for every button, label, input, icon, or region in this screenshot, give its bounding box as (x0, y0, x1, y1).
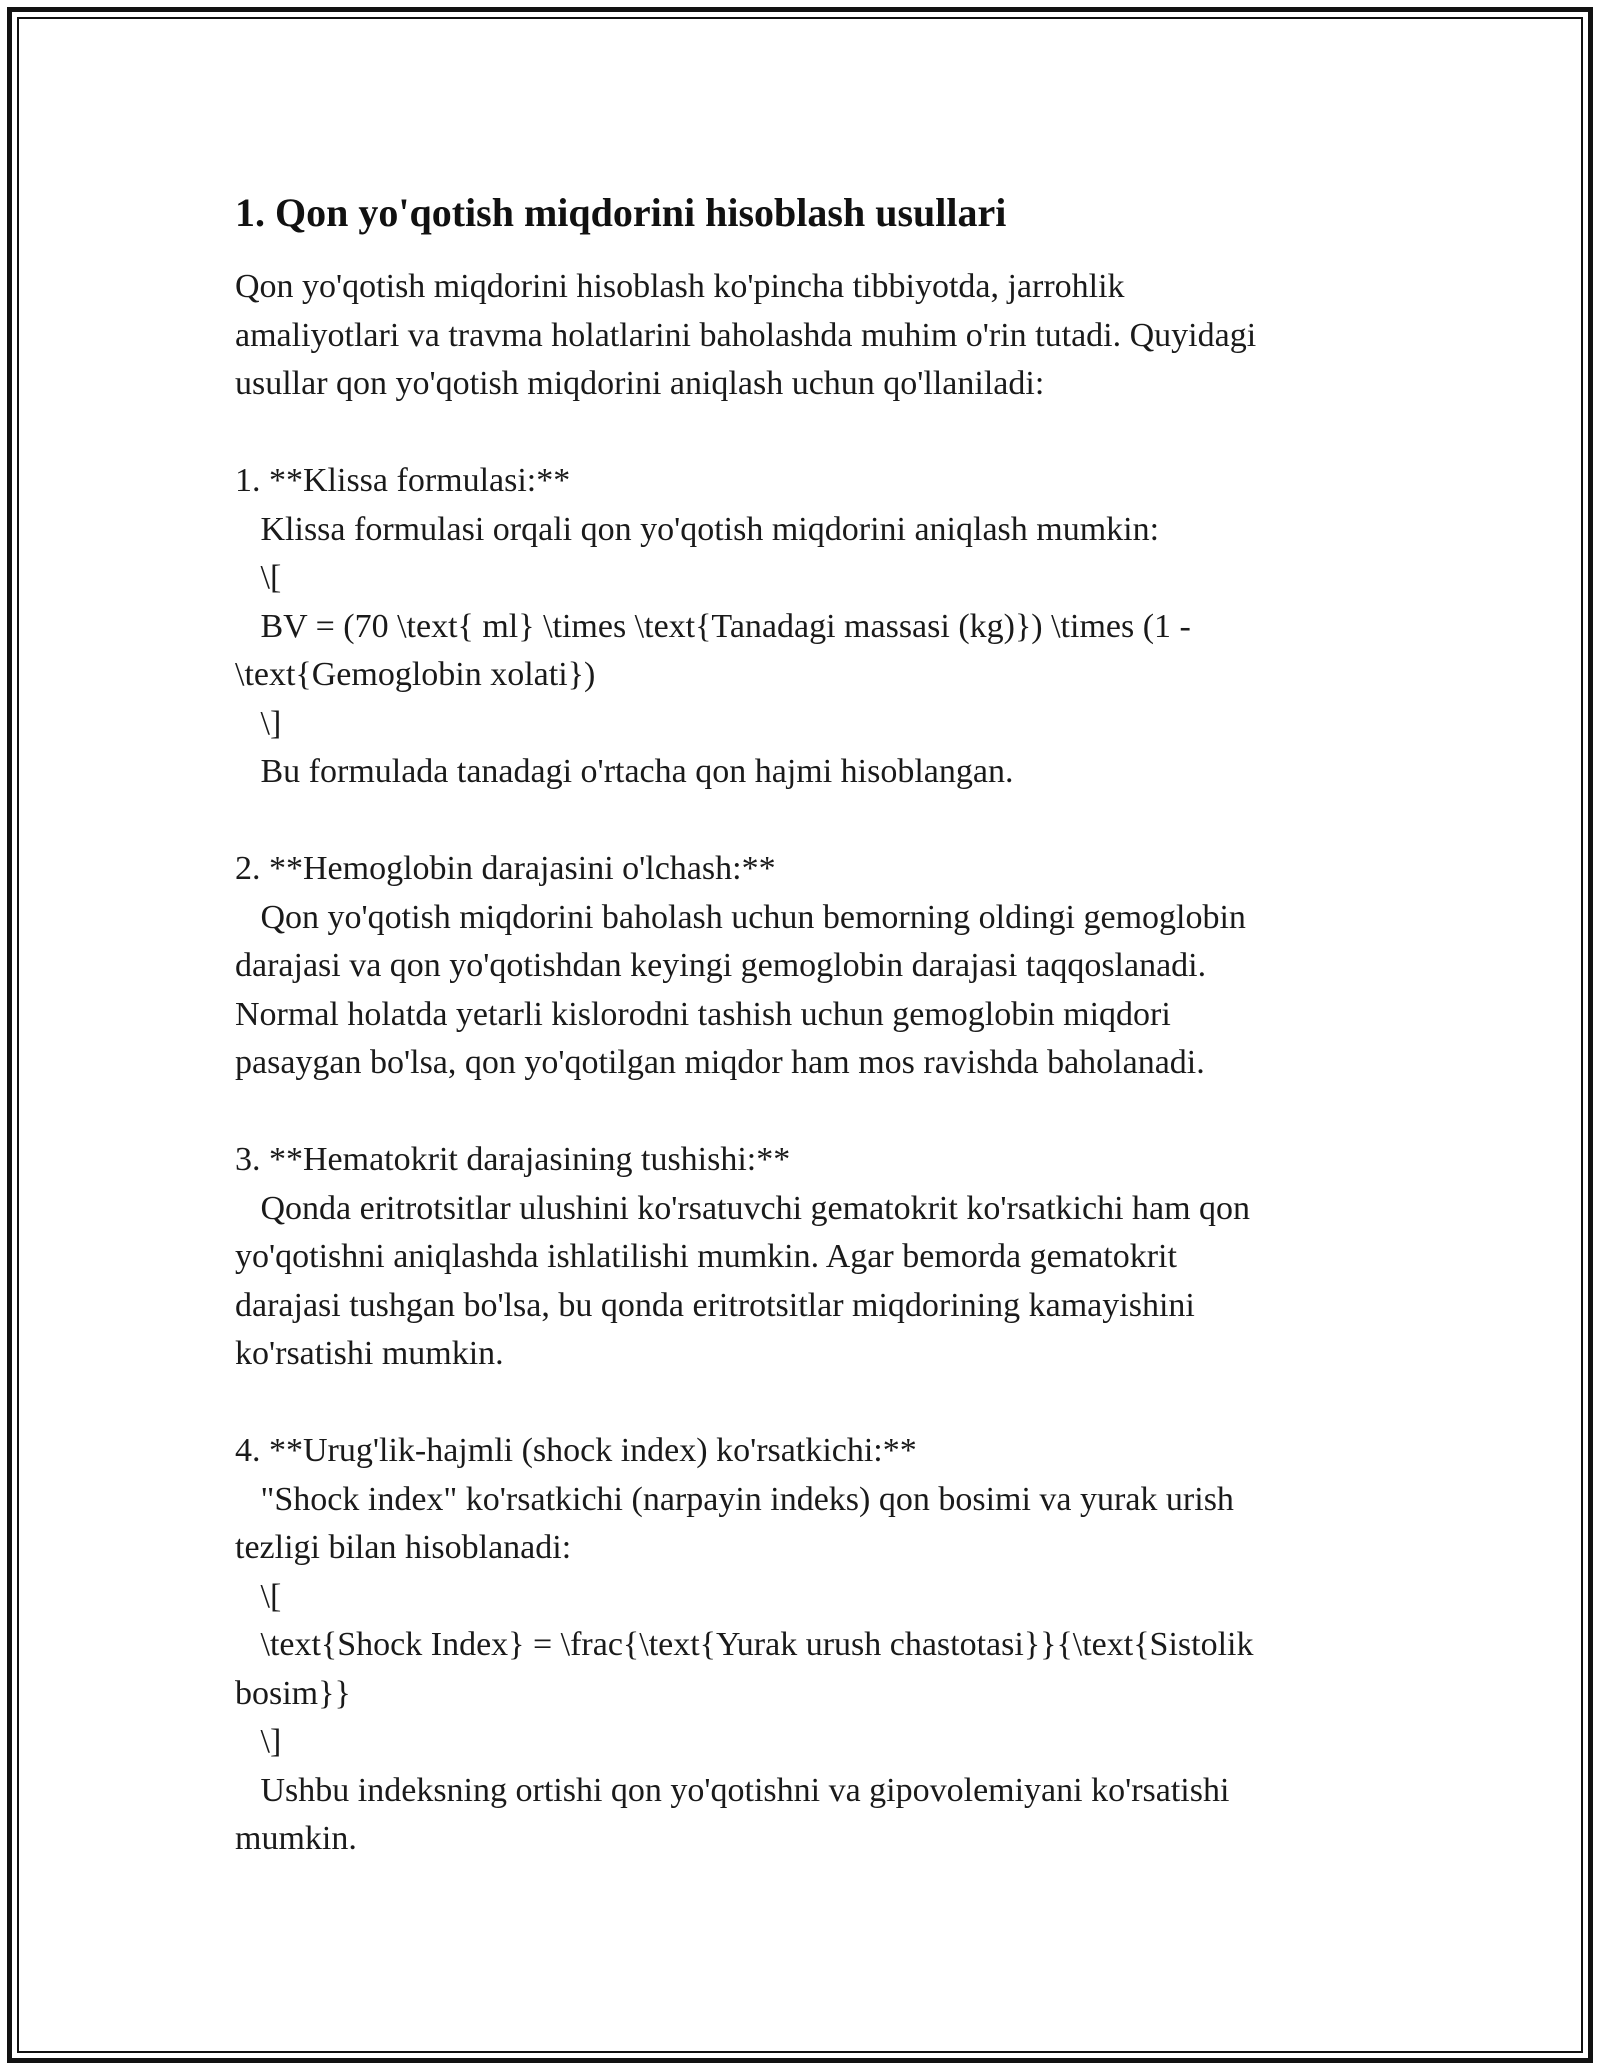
method-hematocrit: 3. **Hematokrit darajasining tushishi:** Qonda eritrotsitlar ulushini ko'rsatuvchi gematokrit ko'rsatkichi ham qon yo'qotishni aniqlashda ishlatilishi mumkin. Agar bemorda gematokrit darajasi tushgan bo'lsa, bu qonda eritrotsitlar miqdorining kamayishini ko'rsatishi mumkin. (235, 1141, 1251, 1372)
intro-paragraph: Qon yo'qotish miqdorini hisoblash ko'pincha tibbiyotda, jarrohlik amaliyotlari va travma holatlarini baholashda muhim o'rin tutadi. Quyidagi usullar qon yo'qotish miqdorini aniqlash uchun qo'llaniladi: (235, 268, 1257, 402)
method-klissa-formula: 1. **Klissa formulasi:** Klissa formulasi orqali qon yo'qotish miqdorini aniqlash mumkin: \[ BV = (70 \text{ ml} \times \text{Tanadagi massasi (kg)}) \times (1 - \text{Gemoglobin xolati}) \] Bu formulada tanadagi o'rtacha qon hajmi hisoblangan. (235, 462, 1191, 790)
section-heading: 1. Qon yo'qotish miqdorini hisoblash usullari (235, 190, 1007, 235)
paragraph-gap (235, 409, 1355, 458)
document-body (235, 185, 1355, 1864)
paragraph-gap (235, 797, 1355, 846)
method-shock-index: 4. **Urug'lik-hajmli (shock index) ko'rsatkichi:** "Shock index" ko'rsatkichi (narpayin indeks) qon bosimi va yurak urish tezligi bilan hisoblanadi: \[ \text{Shock Index} = \frac{\text{Yurak urush chastotasi}}{\text{Sistolik bosim}} \] Ushbu indeksning ortishi qon yo'qotishni va gipovolemiyani ko'rsatishi mumkin. (235, 1432, 1254, 1857)
paragraph-gap (235, 1088, 1355, 1137)
paragraph-gap (235, 1379, 1355, 1428)
method-hemoglobin: 2. **Hemoglobin darajasini o'lchash:** Qon yo'qotish miqdorini baholash uchun bemorning oldingi gemoglobin darajasi va qon yo'qotishdan keyingi gemoglobin darajasi taqqoslanadi. Normal holatda yetarli kislorodni tashish uchun gemoglobin miqdori pasaygan bo'lsa, qon yo'qotilgan miqdor ham mos ravishda baholanadi. (235, 850, 1246, 1081)
